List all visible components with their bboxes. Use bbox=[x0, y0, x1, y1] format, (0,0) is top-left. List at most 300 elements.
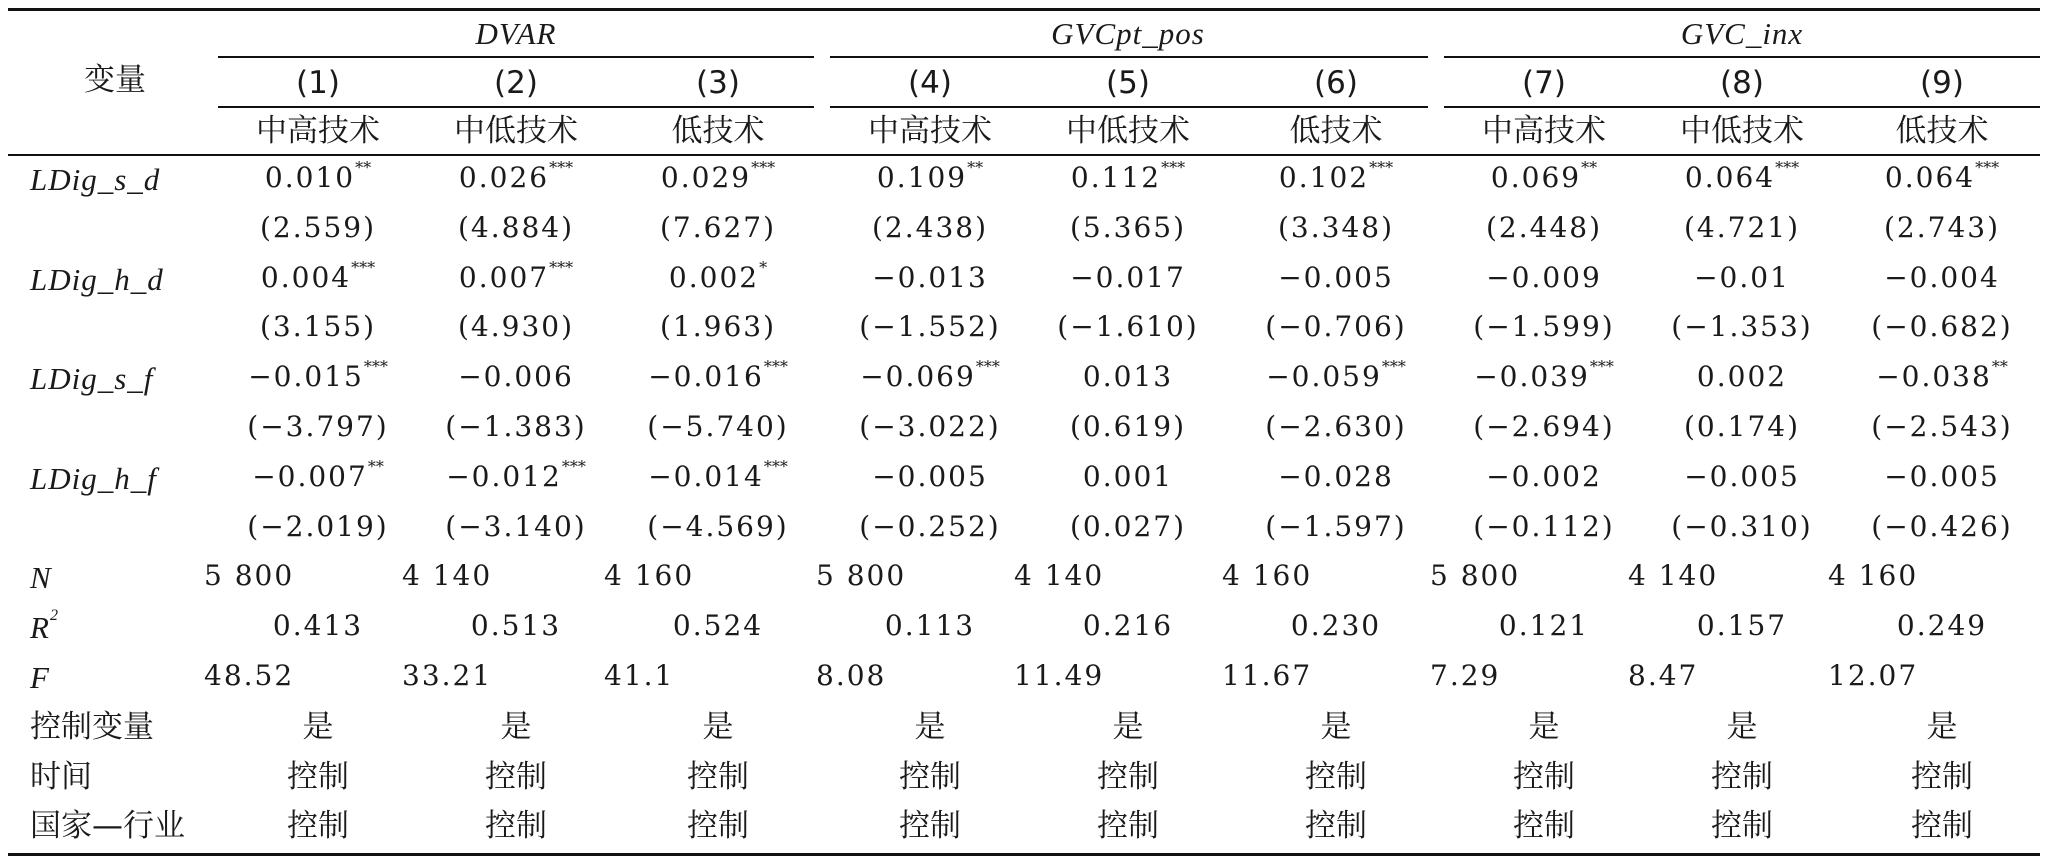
cell-value: 控制 bbox=[1911, 808, 1973, 845]
row-label-14 bbox=[30, 808, 185, 845]
table-cell bbox=[1628, 559, 1719, 593]
row-label-text: LDig_s_d bbox=[30, 162, 161, 197]
significance-stars: *** bbox=[549, 257, 574, 277]
cell-value: −0.038 bbox=[1876, 360, 1992, 394]
cell-value: (−0.252) bbox=[859, 509, 1001, 543]
row-label-text: N bbox=[30, 560, 52, 596]
cell-value: 是 bbox=[500, 708, 532, 745]
cell-value: 控制 bbox=[287, 808, 349, 845]
cell-value: 控制 bbox=[687, 808, 749, 845]
row-label-3 bbox=[30, 261, 164, 297]
cell-value: 控制 bbox=[1513, 808, 1575, 845]
column-number-1: (1) bbox=[296, 65, 340, 101]
cell-value: 0.007 bbox=[458, 260, 550, 294]
row-label-13 bbox=[30, 758, 92, 795]
table-cell bbox=[1485, 210, 1603, 244]
cell-value: 控制 bbox=[1097, 808, 1159, 845]
cell-value: 0.029 bbox=[660, 161, 752, 194]
cell-value: 11.49 bbox=[1014, 659, 1105, 692]
cell-value: 是 bbox=[1320, 708, 1352, 745]
table-cell bbox=[860, 357, 1000, 394]
row-label-5 bbox=[30, 361, 154, 397]
cell-value: (−1.599) bbox=[1473, 310, 1615, 344]
cell-value: 33.21 bbox=[402, 659, 493, 692]
cell-value: (−1.610) bbox=[1057, 310, 1199, 344]
column-number-4: (4) bbox=[908, 65, 952, 101]
significance-stars: ** bbox=[967, 158, 984, 177]
cell-value: −0.013 bbox=[872, 260, 988, 294]
cell-value: (−3.022) bbox=[859, 410, 1001, 443]
cell-value: 0.513 bbox=[470, 609, 562, 643]
row-label-11 bbox=[30, 662, 50, 693]
significance-stars: *** bbox=[561, 456, 586, 476]
table-cell bbox=[1473, 410, 1615, 443]
group-underline-dvar bbox=[218, 56, 814, 58]
cell-value: (−0.426) bbox=[1871, 509, 2013, 543]
table-cell bbox=[272, 609, 364, 643]
cell-value: 0.113 bbox=[884, 609, 976, 643]
cell-value: 0.010 bbox=[264, 161, 356, 194]
cell-value: (−1.383) bbox=[445, 410, 587, 443]
cell-value: 控制 bbox=[1305, 758, 1367, 795]
table-cell bbox=[1911, 758, 1973, 795]
cell-value: (2.448) bbox=[1485, 210, 1603, 244]
table-cell bbox=[1082, 609, 1174, 643]
table-cell bbox=[1711, 758, 1773, 795]
cell-value: −0.004 bbox=[1884, 260, 2000, 294]
cell-value: (0.619) bbox=[1069, 410, 1187, 443]
table-cell bbox=[1265, 410, 1407, 443]
cell-value: −0.002 bbox=[1486, 459, 1602, 493]
significance-stars: *** bbox=[363, 357, 388, 377]
table-cell bbox=[1871, 509, 2013, 543]
cell-value: 4 160 bbox=[1828, 559, 1919, 593]
column-number-7: (7) bbox=[1522, 65, 1566, 101]
cell-value: −0.007 bbox=[252, 459, 368, 493]
cell-value: 0.001 bbox=[1082, 459, 1174, 493]
cell-value: −0.028 bbox=[1278, 459, 1394, 493]
table-cell bbox=[1266, 357, 1406, 394]
significance-stars: *** bbox=[1369, 158, 1394, 177]
significance-stars: * bbox=[759, 257, 768, 277]
table-cell bbox=[248, 357, 388, 394]
row-label-text: LDig_s_f bbox=[30, 361, 154, 397]
table-cell bbox=[402, 559, 493, 593]
cell-value: 控制 bbox=[485, 808, 547, 845]
cell-value: 41.1 bbox=[604, 659, 675, 692]
table-cell bbox=[1222, 559, 1313, 593]
table-cell bbox=[1473, 509, 1615, 543]
top-rule bbox=[8, 8, 2040, 11]
table-cell bbox=[899, 758, 961, 795]
table-cell bbox=[457, 210, 575, 244]
column-number-6: (6) bbox=[1314, 65, 1358, 101]
cell-value: 0.413 bbox=[272, 609, 364, 643]
cell-value: (2.559) bbox=[259, 210, 377, 244]
table-cell bbox=[1871, 410, 2013, 443]
table-cell bbox=[1069, 210, 1187, 244]
cell-value: 0.216 bbox=[1082, 609, 1174, 643]
table-cell bbox=[604, 659, 675, 692]
table-cell bbox=[1290, 609, 1382, 643]
column-label-1: 中高技术 bbox=[256, 113, 380, 149]
table-cell bbox=[1883, 210, 2001, 244]
table-cell bbox=[485, 808, 547, 845]
table-cell bbox=[1911, 808, 1973, 845]
cell-value: 4 160 bbox=[1222, 559, 1313, 593]
column-number-underline-gvc-inx bbox=[1444, 106, 2040, 108]
cell-value: −0.006 bbox=[458, 360, 574, 394]
cell-value: 0.004 bbox=[260, 260, 352, 294]
table-cell bbox=[1684, 459, 1800, 493]
table-cell bbox=[457, 310, 575, 344]
cell-value: (−4.569) bbox=[647, 509, 789, 543]
table-cell bbox=[1486, 260, 1602, 294]
cell-value: −0.014 bbox=[648, 459, 764, 493]
table-cell bbox=[1628, 659, 1699, 692]
table-cell bbox=[687, 808, 749, 845]
cell-value: (3.155) bbox=[259, 310, 377, 344]
cell-value: (−1.353) bbox=[1671, 310, 1813, 344]
table-cell bbox=[1926, 708, 1958, 745]
column-label-4: 中高技术 bbox=[868, 113, 992, 149]
table-cell bbox=[859, 310, 1001, 344]
table-cell bbox=[247, 410, 389, 443]
cell-value: (−3.140) bbox=[445, 509, 587, 543]
cell-value: 控制 bbox=[1711, 808, 1773, 845]
column-number-underline-dvar bbox=[218, 106, 814, 108]
table-cell bbox=[816, 559, 907, 593]
significance-stars: *** bbox=[975, 357, 1000, 377]
cell-value: 控制 bbox=[1305, 808, 1367, 845]
cell-value: −0.059 bbox=[1266, 360, 1382, 394]
cell-value: −0.069 bbox=[860, 360, 976, 394]
table-cell bbox=[1430, 559, 1521, 593]
group-underline-gvcpt-pos bbox=[830, 56, 1428, 58]
row-label-text: LDig_h_d bbox=[30, 261, 164, 297]
cell-value: 0.524 bbox=[672, 609, 764, 643]
table-cell bbox=[1265, 509, 1407, 543]
table-cell bbox=[402, 659, 493, 692]
cell-value: −0.005 bbox=[872, 459, 988, 493]
table-cell bbox=[1097, 758, 1159, 795]
table-cell bbox=[1069, 410, 1187, 443]
cell-value: 是 bbox=[702, 708, 734, 745]
significance-stars: ** bbox=[367, 456, 384, 476]
group-title-1: DVAR bbox=[475, 16, 557, 51]
table-cell bbox=[1486, 459, 1602, 493]
column-number-5: (5) bbox=[1106, 65, 1150, 101]
cell-value: 0.064 bbox=[1684, 161, 1776, 194]
cell-value: 0.102 bbox=[1278, 161, 1370, 194]
cell-value: 0.013 bbox=[1082, 360, 1174, 394]
cell-value: −0.005 bbox=[1684, 459, 1800, 493]
bottom-rule bbox=[8, 853, 2040, 856]
table-cell bbox=[1696, 360, 1788, 394]
row-label-header: 变量 bbox=[84, 62, 146, 98]
table-cell bbox=[1014, 559, 1105, 593]
cell-value: 48.52 bbox=[204, 659, 295, 692]
cell-value: 0.002 bbox=[1696, 360, 1788, 394]
table-cell bbox=[458, 257, 574, 294]
table-cell bbox=[859, 410, 1001, 443]
column-number-9: (9) bbox=[1920, 65, 1964, 101]
table-cell bbox=[458, 360, 574, 394]
cell-value: 0.064 bbox=[1884, 161, 1976, 194]
cell-value: −0.015 bbox=[248, 360, 364, 394]
significance-stars: *** bbox=[549, 158, 574, 177]
cell-value: 0.230 bbox=[1290, 609, 1382, 643]
table-cell bbox=[204, 559, 295, 593]
cell-value: (−1.552) bbox=[859, 310, 1001, 344]
table-cell bbox=[1694, 260, 1790, 294]
cell-value: 4 140 bbox=[1014, 559, 1105, 593]
cell-value: 0.249 bbox=[1896, 609, 1988, 643]
column-label-3: 低技术 bbox=[671, 113, 765, 149]
table-cell bbox=[1014, 659, 1105, 692]
table-cell bbox=[1278, 260, 1394, 294]
table-cell bbox=[1474, 357, 1614, 394]
group-underline-gvc-inx bbox=[1444, 56, 2040, 58]
cell-value: 控制 bbox=[1513, 758, 1575, 795]
table-cell bbox=[287, 808, 349, 845]
table-cell bbox=[302, 708, 334, 745]
cell-value: (−1.597) bbox=[1265, 509, 1407, 543]
significance-stars: ** bbox=[355, 158, 372, 177]
row-label-7 bbox=[30, 460, 157, 496]
cell-value: (−2.630) bbox=[1265, 410, 1407, 443]
table-cell bbox=[1278, 158, 1394, 194]
table-cell bbox=[259, 210, 377, 244]
cell-value: 0.002 bbox=[668, 260, 760, 294]
row-label-text: 控制变量 bbox=[30, 708, 154, 745]
cell-value: 4 140 bbox=[1628, 559, 1719, 593]
table-cell bbox=[1265, 310, 1407, 344]
significance-stars: *** bbox=[1161, 158, 1186, 177]
significance-stars: *** bbox=[763, 357, 788, 377]
cell-value: 12.07 bbox=[1828, 659, 1919, 692]
table-cell bbox=[252, 456, 384, 493]
column-number-8: (8) bbox=[1720, 65, 1764, 101]
cell-value: −0.009 bbox=[1486, 260, 1602, 294]
cell-value: 是 bbox=[1112, 708, 1144, 745]
table-cell bbox=[884, 609, 976, 643]
table-cell bbox=[647, 509, 789, 543]
table-cell bbox=[1896, 609, 1988, 643]
cell-value: 0.109 bbox=[876, 161, 968, 194]
table-cell bbox=[1070, 260, 1186, 294]
table-cell bbox=[446, 456, 586, 493]
cell-value: (1.963) bbox=[659, 310, 777, 344]
row-label-text: R bbox=[30, 610, 50, 646]
row-label-10 bbox=[30, 607, 58, 646]
cell-value: −0.012 bbox=[446, 459, 562, 493]
cell-value: 是 bbox=[914, 708, 946, 745]
table-cell bbox=[1683, 210, 1801, 244]
column-label-8: 中低技术 bbox=[1680, 113, 1804, 149]
column-number-underline-gvcpt-pos bbox=[830, 106, 1428, 108]
table-cell bbox=[445, 509, 587, 543]
table-cell bbox=[871, 210, 989, 244]
column-number-2: (2) bbox=[494, 65, 538, 101]
row-label-text: 国家—行业 bbox=[30, 808, 185, 845]
table-cell bbox=[1490, 158, 1598, 194]
cell-value: (−5.740) bbox=[647, 410, 789, 443]
cell-value: 4 140 bbox=[402, 559, 493, 593]
significance-stars: *** bbox=[751, 158, 776, 177]
cell-value: 5 800 bbox=[204, 559, 295, 593]
cell-value: −0.039 bbox=[1474, 360, 1590, 394]
table-cell bbox=[1513, 758, 1575, 795]
table-cell bbox=[1684, 158, 1800, 194]
table-cell bbox=[264, 158, 372, 194]
cell-value: −0.01 bbox=[1694, 260, 1790, 294]
cell-value: (4.884) bbox=[457, 210, 575, 244]
table-cell bbox=[648, 456, 788, 493]
significance-stars: *** bbox=[1975, 158, 2000, 177]
table-cell bbox=[1057, 310, 1199, 344]
significance-stars: *** bbox=[351, 257, 376, 277]
cell-value: 8.47 bbox=[1628, 659, 1699, 692]
column-label-6: 低技术 bbox=[1289, 113, 1383, 149]
row-label-1 bbox=[30, 164, 160, 195]
cell-value: 0.026 bbox=[458, 161, 550, 194]
group-title-2: GVCpt_pos bbox=[1051, 16, 1205, 51]
table-cell bbox=[659, 210, 777, 244]
table-cell bbox=[816, 659, 887, 692]
table-cell bbox=[1112, 708, 1144, 745]
cell-value: 控制 bbox=[287, 758, 349, 795]
table-cell bbox=[668, 257, 768, 294]
cell-value: −0.005 bbox=[1278, 260, 1394, 294]
table-cell bbox=[1320, 708, 1352, 745]
table-cell bbox=[1082, 459, 1174, 493]
cell-value: (−0.682) bbox=[1871, 310, 2013, 344]
table-cell bbox=[1884, 459, 2000, 493]
table-cell bbox=[872, 459, 988, 493]
row-label-text: F bbox=[30, 660, 50, 695]
table-cell bbox=[1305, 808, 1367, 845]
column-label-9: 低技术 bbox=[1895, 113, 1989, 149]
table-cell bbox=[470, 609, 562, 643]
table-cell bbox=[1683, 410, 1801, 443]
significance-stars: *** bbox=[1381, 357, 1406, 377]
significance-stars: ** bbox=[1581, 158, 1598, 177]
row-label-12 bbox=[30, 708, 154, 745]
cell-value: (4.721) bbox=[1683, 210, 1801, 244]
table-cell bbox=[672, 609, 764, 643]
cell-value: 5 800 bbox=[1430, 559, 1521, 593]
table-cell bbox=[1305, 758, 1367, 795]
table-cell bbox=[204, 659, 295, 692]
cell-value: 是 bbox=[1726, 708, 1758, 745]
cell-value: (0.174) bbox=[1683, 410, 1801, 443]
table-cell bbox=[1082, 360, 1174, 394]
cell-value: (3.348) bbox=[1277, 210, 1395, 244]
cell-value: (2.743) bbox=[1883, 210, 2001, 244]
cell-value: 0.157 bbox=[1696, 609, 1788, 643]
cell-value: (2.438) bbox=[871, 210, 989, 244]
cell-value: (−0.310) bbox=[1671, 509, 1813, 543]
significance-stars: *** bbox=[1775, 158, 1800, 177]
cell-value: 5 800 bbox=[816, 559, 907, 593]
table-cell bbox=[647, 410, 789, 443]
cell-value: 11.67 bbox=[1222, 659, 1313, 692]
cell-value: −0.017 bbox=[1070, 260, 1186, 294]
table-cell bbox=[1871, 310, 2013, 344]
table-cell bbox=[1726, 708, 1758, 745]
table-cell bbox=[458, 158, 574, 194]
cell-value: (4.930) bbox=[457, 310, 575, 344]
cell-value: (−3.797) bbox=[247, 410, 389, 443]
cell-value: −0.005 bbox=[1884, 459, 2000, 493]
row-label-text: 时间 bbox=[30, 758, 92, 795]
table-cell bbox=[1222, 659, 1313, 692]
table-cell bbox=[1884, 260, 2000, 294]
column-label-7: 中高技术 bbox=[1482, 113, 1606, 149]
cell-value: (0.027) bbox=[1069, 509, 1187, 543]
table-cell bbox=[604, 559, 695, 593]
cell-value: (−2.019) bbox=[247, 509, 389, 543]
table-cell bbox=[702, 708, 734, 745]
table-cell bbox=[876, 158, 984, 194]
significance-stars: ** bbox=[1991, 357, 2008, 377]
table-cell bbox=[445, 410, 587, 443]
table-cell bbox=[1711, 808, 1773, 845]
table-cell bbox=[659, 310, 777, 344]
cell-value: 0.121 bbox=[1498, 609, 1590, 643]
table-cell bbox=[1513, 808, 1575, 845]
column-label-2: 中低技术 bbox=[454, 113, 578, 149]
table-cell bbox=[687, 758, 749, 795]
row-label-superscript: 2 bbox=[49, 607, 58, 625]
table-cell bbox=[859, 509, 1001, 543]
table-cell bbox=[1097, 808, 1159, 845]
table-cell bbox=[1828, 559, 1919, 593]
cell-value: 控制 bbox=[687, 758, 749, 795]
cell-value: 控制 bbox=[899, 808, 961, 845]
cell-value: (−2.543) bbox=[1871, 410, 2013, 443]
table-cell bbox=[1828, 659, 1919, 692]
group-title-3: GVC_inx bbox=[1680, 16, 1804, 51]
cell-value: 控制 bbox=[1911, 758, 1973, 795]
table-cell bbox=[1696, 609, 1788, 643]
table-cell bbox=[1671, 509, 1813, 543]
cell-value: 控制 bbox=[899, 758, 961, 795]
table-cell bbox=[260, 257, 376, 294]
cell-value: (−2.694) bbox=[1473, 410, 1615, 443]
cell-value: (5.365) bbox=[1069, 210, 1187, 244]
table-cell bbox=[1278, 459, 1394, 493]
cell-value: 4 160 bbox=[604, 559, 695, 593]
header-rule bbox=[8, 154, 2040, 156]
cell-value: 7.29 bbox=[1430, 659, 1501, 692]
cell-value: 0.069 bbox=[1490, 161, 1582, 194]
table-cell bbox=[485, 758, 547, 795]
column-number-3: (3) bbox=[696, 65, 740, 101]
column-label-5: 中低技术 bbox=[1066, 113, 1190, 149]
table-cell bbox=[287, 758, 349, 795]
cell-value: 是 bbox=[1528, 708, 1560, 745]
table-cell bbox=[914, 708, 946, 745]
cell-value: 是 bbox=[302, 708, 334, 745]
table-cell bbox=[1498, 609, 1590, 643]
table-cell bbox=[1473, 310, 1615, 344]
cell-value: 控制 bbox=[1711, 758, 1773, 795]
cell-value: 是 bbox=[1926, 708, 1958, 745]
cell-value: (−0.112) bbox=[1473, 509, 1615, 543]
table-cell bbox=[899, 808, 961, 845]
